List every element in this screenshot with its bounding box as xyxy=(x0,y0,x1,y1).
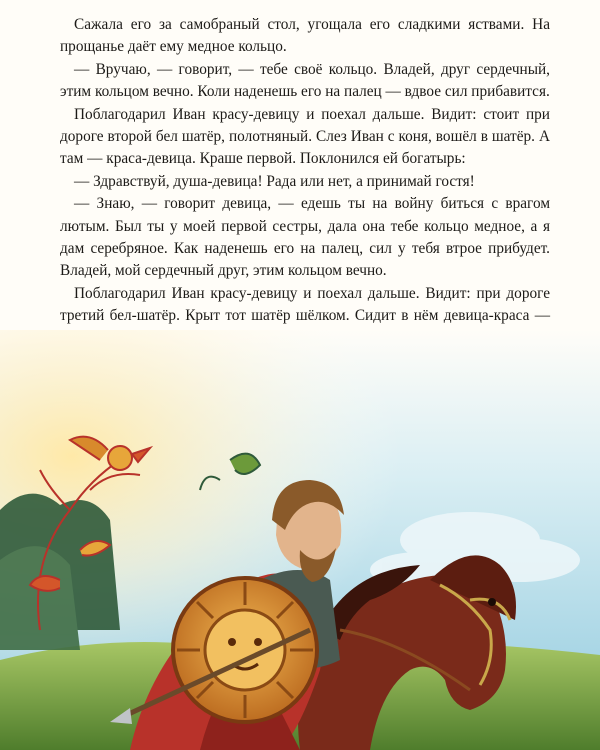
hero-on-horse-illustration xyxy=(0,330,600,750)
paragraph-6: Поблагодарил Иван красу-девицу и поехал дальше. Видит: при дороге третий бел-шатёр. Крыт тот шатёр шёлком. Сидит в нём девица-краса — xyxy=(60,284,550,325)
paragraph-2: — Вручаю, — говорит, — тебе своё кольцо. Владей, друг сердечный, этим кольцом вечно. Коли наденешь его на палец — вдвое сил прибавится. xyxy=(60,60,550,101)
sun-shield xyxy=(173,578,317,722)
story-text xyxy=(60,14,550,350)
paragraph-5: — Знаю, — говорит девица, — едешь ты на войну биться с врагом лютым. Был ты у моей первой сестры, дала она тебе кольцо медное, а я дам серебряное. Как наденешь его на палец, сил у тебя втрое прибудет. Владей, мой сердечный друг, этим кольцом вечно. xyxy=(60,195,550,280)
trees xyxy=(0,494,120,650)
paragraph-4: — Здравствуй, душа-девица! Рада или нет, а принимай гостя! xyxy=(74,172,475,190)
paragraph-1: Сажала его за самобраный стол, угощала его сладкими яствами. На прощанье даёт ему медное кольцо. xyxy=(60,16,550,56)
paragraph-3: Поблагодарил Иван красу-девицу и поехал дальше. Видит: стоит при дороге второй бел шатёр, полотняный. Слез Иван с коня, вошёл в шатёр. А там — краса-девица. Краше первой. Поклонился ей богатырь: xyxy=(60,105,550,168)
